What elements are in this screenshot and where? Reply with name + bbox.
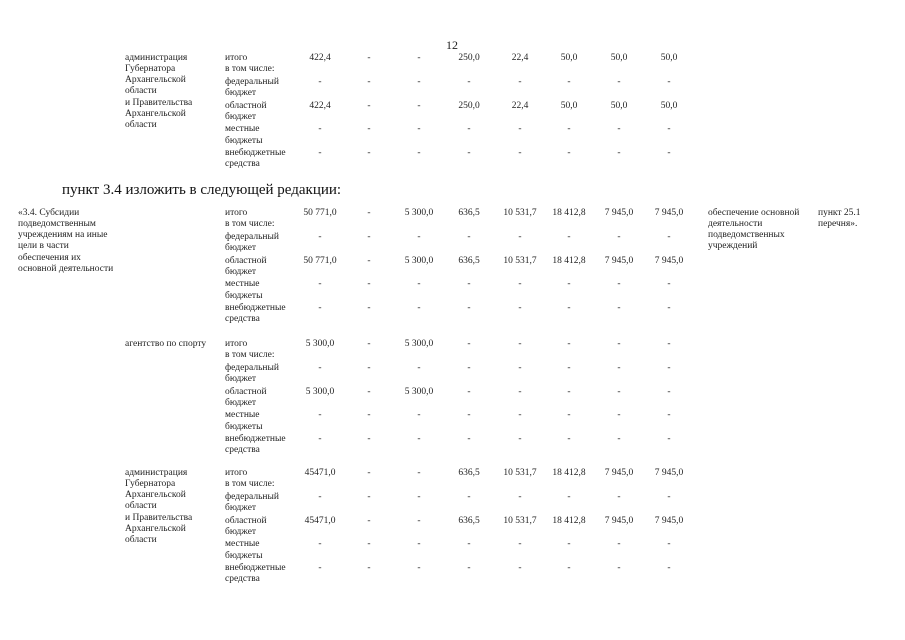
row-label-line: бюджет xyxy=(225,527,257,537)
value-cell: - xyxy=(518,386,522,397)
value-cell: - xyxy=(567,279,571,289)
value-cell: 18 412,8 xyxy=(552,255,586,266)
value-cell: 22,4 xyxy=(511,100,529,111)
value-cell: - xyxy=(467,147,471,158)
value-cell: 18 412,8 xyxy=(552,467,586,478)
value-cell: - xyxy=(617,338,621,349)
row-label-line: в том числе: xyxy=(225,219,275,229)
row-label-line: итого xyxy=(225,338,248,349)
value-cell: - xyxy=(417,362,421,373)
value-cell: - xyxy=(367,410,371,420)
row-label-line: средства xyxy=(225,314,260,324)
value-cell: - xyxy=(518,433,522,444)
value-cell: - xyxy=(617,491,621,502)
value-cell: - xyxy=(467,386,471,397)
value-cell: - xyxy=(567,562,571,573)
value-cell: 5 300,0 xyxy=(305,338,335,349)
row-label-line: бюджеты xyxy=(225,421,263,432)
value-cell: - xyxy=(567,539,571,549)
value-cell: - xyxy=(667,147,671,158)
value-cell: - xyxy=(417,562,421,573)
subject-line: «3.4. Субсидии xyxy=(18,207,80,218)
value-cell: 7 945,0 xyxy=(654,467,684,478)
value-cell: - xyxy=(617,362,621,373)
value-cell: 10 531,7 xyxy=(503,255,537,266)
row-label-line: бюджет xyxy=(225,112,257,122)
value-cell: 50,0 xyxy=(560,52,578,63)
value-cell: - xyxy=(667,76,671,87)
row-label-line: в том числе: xyxy=(225,479,275,489)
value-cell: - xyxy=(367,147,371,158)
value-cell: - xyxy=(667,302,671,313)
value-cell: - xyxy=(617,539,621,549)
value-cell: - xyxy=(367,124,371,134)
value-cell: - xyxy=(367,562,371,573)
value-cell: 5 300,0 xyxy=(404,255,434,266)
executor-line: Архангельской xyxy=(125,524,186,534)
value-cell: - xyxy=(617,231,621,242)
row-label-line: бюджет xyxy=(225,243,257,253)
value-cell: 45471,0 xyxy=(304,515,336,526)
row-label-line: итого xyxy=(225,467,248,478)
value-cell: - xyxy=(318,302,322,313)
value-cell: - xyxy=(617,279,621,289)
row-label-line: бюджет xyxy=(225,503,257,513)
value-cell: - xyxy=(467,279,471,289)
value-cell: - xyxy=(518,539,522,549)
value-cell: - xyxy=(567,76,571,87)
value-cell: 18 412,8 xyxy=(552,207,586,218)
value-cell: - xyxy=(518,279,522,289)
reference-line: пункт 25.1 xyxy=(818,207,861,218)
value-cell: - xyxy=(318,147,322,158)
value-cell: - xyxy=(667,539,671,549)
result-line: учреждений xyxy=(708,241,758,252)
executor-line: области xyxy=(125,120,157,131)
value-cell: - xyxy=(367,52,371,63)
value-cell: 422,4 xyxy=(309,100,331,111)
value-cell: - xyxy=(417,539,421,549)
value-cell: 18 412,8 xyxy=(552,515,586,526)
row-label-line: бюджет xyxy=(225,374,257,384)
value-cell: - xyxy=(667,231,671,242)
value-cell: - xyxy=(617,410,621,420)
subject-line: цели в части xyxy=(18,241,69,252)
value-cell: 45471,0 xyxy=(304,467,336,478)
value-cell: - xyxy=(417,433,421,444)
value-cell: 5 300,0 xyxy=(305,386,335,397)
row-label-line: местные xyxy=(225,410,260,420)
value-cell: 50,0 xyxy=(660,100,678,111)
value-cell: - xyxy=(617,124,621,134)
value-cell: - xyxy=(667,362,671,373)
row-label-line: внебюджетные xyxy=(225,302,286,313)
value-cell: - xyxy=(467,124,471,134)
row-label-line: областной xyxy=(225,515,267,526)
value-cell: 636,5 xyxy=(458,515,480,526)
value-cell: - xyxy=(318,76,322,87)
value-cell: 50,0 xyxy=(610,52,628,63)
value-cell: - xyxy=(467,410,471,420)
value-cell: - xyxy=(367,100,371,111)
row-label-line: областной xyxy=(225,255,267,266)
row-label-line: в том числе: xyxy=(225,64,275,74)
result-line: подведомственных xyxy=(708,230,785,241)
value-cell: - xyxy=(318,433,322,444)
row-label-line: итого xyxy=(225,52,248,63)
value-cell: - xyxy=(617,386,621,397)
value-cell: - xyxy=(617,433,621,444)
result-line: обеспечение основной xyxy=(708,207,800,218)
value-cell: 250,0 xyxy=(458,100,480,111)
value-cell: 5 300,0 xyxy=(404,207,434,218)
row-label-line: местные xyxy=(225,279,260,289)
value-cell: - xyxy=(367,302,371,313)
result-line: деятельности xyxy=(708,218,763,229)
value-cell: 50 771,0 xyxy=(303,207,337,218)
value-cell: - xyxy=(518,410,522,420)
value-cell: - xyxy=(318,491,322,502)
value-cell: - xyxy=(667,433,671,444)
value-cell: 5 300,0 xyxy=(404,386,434,397)
value-cell: 10 531,7 xyxy=(503,515,537,526)
row-label-line: федеральный xyxy=(225,231,279,242)
value-cell: 50,0 xyxy=(560,100,578,111)
value-cell: - xyxy=(617,147,621,158)
row-label-line: бюджеты xyxy=(225,550,263,561)
value-cell: - xyxy=(417,231,421,242)
value-cell: 50,0 xyxy=(610,100,628,111)
value-cell: - xyxy=(417,100,421,111)
value-cell: - xyxy=(467,491,471,502)
value-cell: 22,4 xyxy=(511,52,529,63)
value-cell: - xyxy=(318,539,322,549)
value-cell: - xyxy=(367,338,371,349)
row-label-line: итого xyxy=(225,207,248,218)
value-cell: - xyxy=(518,562,522,573)
executor-line: Губернатора xyxy=(125,63,176,74)
value-cell: - xyxy=(518,491,522,502)
value-cell: - xyxy=(667,410,671,420)
value-cell: - xyxy=(318,231,322,242)
value-cell: - xyxy=(367,362,371,373)
value-cell: - xyxy=(617,76,621,87)
value-cell: 10 531,7 xyxy=(503,207,537,218)
value-cell: - xyxy=(467,362,471,373)
value-cell: - xyxy=(667,386,671,397)
value-cell: - xyxy=(417,279,421,289)
value-cell: - xyxy=(518,338,522,349)
executor-line: администрация xyxy=(125,467,188,478)
value-cell: - xyxy=(417,52,421,63)
instruction-heading: пункт 3.4 изложить в следующей редакции: xyxy=(62,182,342,198)
row-label-line: бюджет xyxy=(225,398,257,408)
value-cell: - xyxy=(318,562,322,573)
row-label-line: внебюджетные xyxy=(225,433,286,444)
row-label-line: средства xyxy=(225,445,260,455)
value-cell: - xyxy=(518,76,522,87)
value-cell: - xyxy=(518,362,522,373)
page-number: 12 xyxy=(446,38,458,52)
value-cell: - xyxy=(567,410,571,420)
value-cell: 636,5 xyxy=(458,207,480,218)
value-cell: - xyxy=(567,433,571,444)
value-cell: 7 945,0 xyxy=(654,515,684,526)
value-cell: - xyxy=(617,562,621,573)
value-cell: - xyxy=(467,76,471,87)
value-cell: - xyxy=(367,491,371,502)
value-cell: - xyxy=(667,562,671,573)
value-cell: - xyxy=(567,124,571,134)
executor-line: Архангельской xyxy=(125,490,186,501)
executor-line: области xyxy=(125,501,157,512)
row-label-line: областной xyxy=(225,386,267,397)
value-cell: - xyxy=(667,338,671,349)
value-cell: - xyxy=(467,433,471,444)
value-cell: 7 945,0 xyxy=(604,207,634,218)
subject-line: подведомственным xyxy=(18,218,96,229)
value-cell: - xyxy=(318,124,322,134)
value-cell: - xyxy=(367,76,371,87)
row-label-line: местные xyxy=(225,124,260,134)
row-label-line: внебюджетные xyxy=(225,147,286,158)
value-cell: - xyxy=(467,302,471,313)
row-label-line: местные xyxy=(225,539,260,549)
executor-line: и Правительства xyxy=(125,512,193,523)
value-cell: - xyxy=(417,491,421,502)
row-label-line: средства xyxy=(225,574,260,584)
value-cell: - xyxy=(567,231,571,242)
value-cell: - xyxy=(567,491,571,502)
subject-line: обеспечения их xyxy=(18,252,81,263)
value-cell: - xyxy=(367,433,371,444)
value-cell: 7 945,0 xyxy=(604,467,634,478)
value-cell: - xyxy=(518,231,522,242)
value-cell: - xyxy=(367,231,371,242)
value-cell: - xyxy=(667,279,671,289)
value-cell: - xyxy=(318,279,322,289)
executor-line: Архангельской xyxy=(125,75,186,86)
value-cell: - xyxy=(467,539,471,549)
value-cell: 5 300,0 xyxy=(404,338,434,349)
value-cell: - xyxy=(367,207,371,218)
value-cell: - xyxy=(567,362,571,373)
value-cell: - xyxy=(417,124,421,134)
executor-line: области xyxy=(125,86,157,97)
value-cell: - xyxy=(367,515,371,526)
value-cell: 7 945,0 xyxy=(654,255,684,266)
executor-line: и Правительства xyxy=(125,97,193,108)
value-cell: - xyxy=(567,338,571,349)
row-label-line: федеральный xyxy=(225,491,279,502)
row-label-line: внебюджетные xyxy=(225,562,286,573)
subject-line: учреждениям на иные xyxy=(18,230,108,241)
value-cell: 636,5 xyxy=(458,467,480,478)
value-cell: - xyxy=(417,410,421,420)
value-cell: - xyxy=(667,491,671,502)
value-cell: - xyxy=(417,76,421,87)
value-cell: - xyxy=(518,124,522,134)
value-cell: 250,0 xyxy=(458,52,480,63)
value-cell: - xyxy=(617,302,621,313)
executor-line: области xyxy=(125,535,157,546)
row-label-line: областной xyxy=(225,100,267,111)
value-cell: - xyxy=(367,386,371,397)
value-cell: - xyxy=(518,147,522,158)
row-label-line: бюджет xyxy=(225,88,257,98)
value-cell: 7 945,0 xyxy=(604,255,634,266)
value-cell: - xyxy=(367,467,371,478)
value-cell: - xyxy=(567,386,571,397)
value-cell: 50 771,0 xyxy=(303,255,337,266)
value-cell: 10 531,7 xyxy=(503,467,537,478)
value-cell: - xyxy=(518,302,522,313)
value-cell: - xyxy=(417,302,421,313)
value-cell: - xyxy=(417,515,421,526)
row-label-line: федеральный xyxy=(225,362,279,373)
value-cell: 422,4 xyxy=(309,52,331,63)
value-cell: - xyxy=(417,467,421,478)
value-cell: - xyxy=(367,539,371,549)
row-label-line: бюджеты xyxy=(225,135,263,146)
row-label-line: в том числе: xyxy=(225,350,275,360)
executor-line: агентство по спорту xyxy=(125,338,207,349)
value-cell: - xyxy=(667,124,671,134)
value-cell: 7 945,0 xyxy=(604,515,634,526)
value-cell: - xyxy=(567,302,571,313)
value-cell: - xyxy=(417,147,421,158)
value-cell: - xyxy=(467,231,471,242)
executor-line: Архангельской xyxy=(125,109,186,119)
row-label-line: бюджет xyxy=(225,267,257,277)
value-cell: - xyxy=(467,338,471,349)
row-label-line: федеральный xyxy=(225,76,279,87)
row-label-line: бюджеты xyxy=(225,290,263,301)
value-cell: 50,0 xyxy=(660,52,678,63)
reference-line: перечня». xyxy=(818,218,858,229)
value-cell: 636,5 xyxy=(458,255,480,266)
value-cell: - xyxy=(367,279,371,289)
value-cell: - xyxy=(567,147,571,158)
value-cell: - xyxy=(318,410,322,420)
value-cell: - xyxy=(467,562,471,573)
value-cell: 7 945,0 xyxy=(654,207,684,218)
executor-line: администрация xyxy=(125,52,188,63)
row-label-line: средства xyxy=(225,159,260,169)
executor-line: Губернатора xyxy=(125,478,176,489)
value-cell: - xyxy=(367,255,371,266)
subject-line: основной деятельности xyxy=(18,264,114,274)
value-cell: - xyxy=(318,362,322,373)
